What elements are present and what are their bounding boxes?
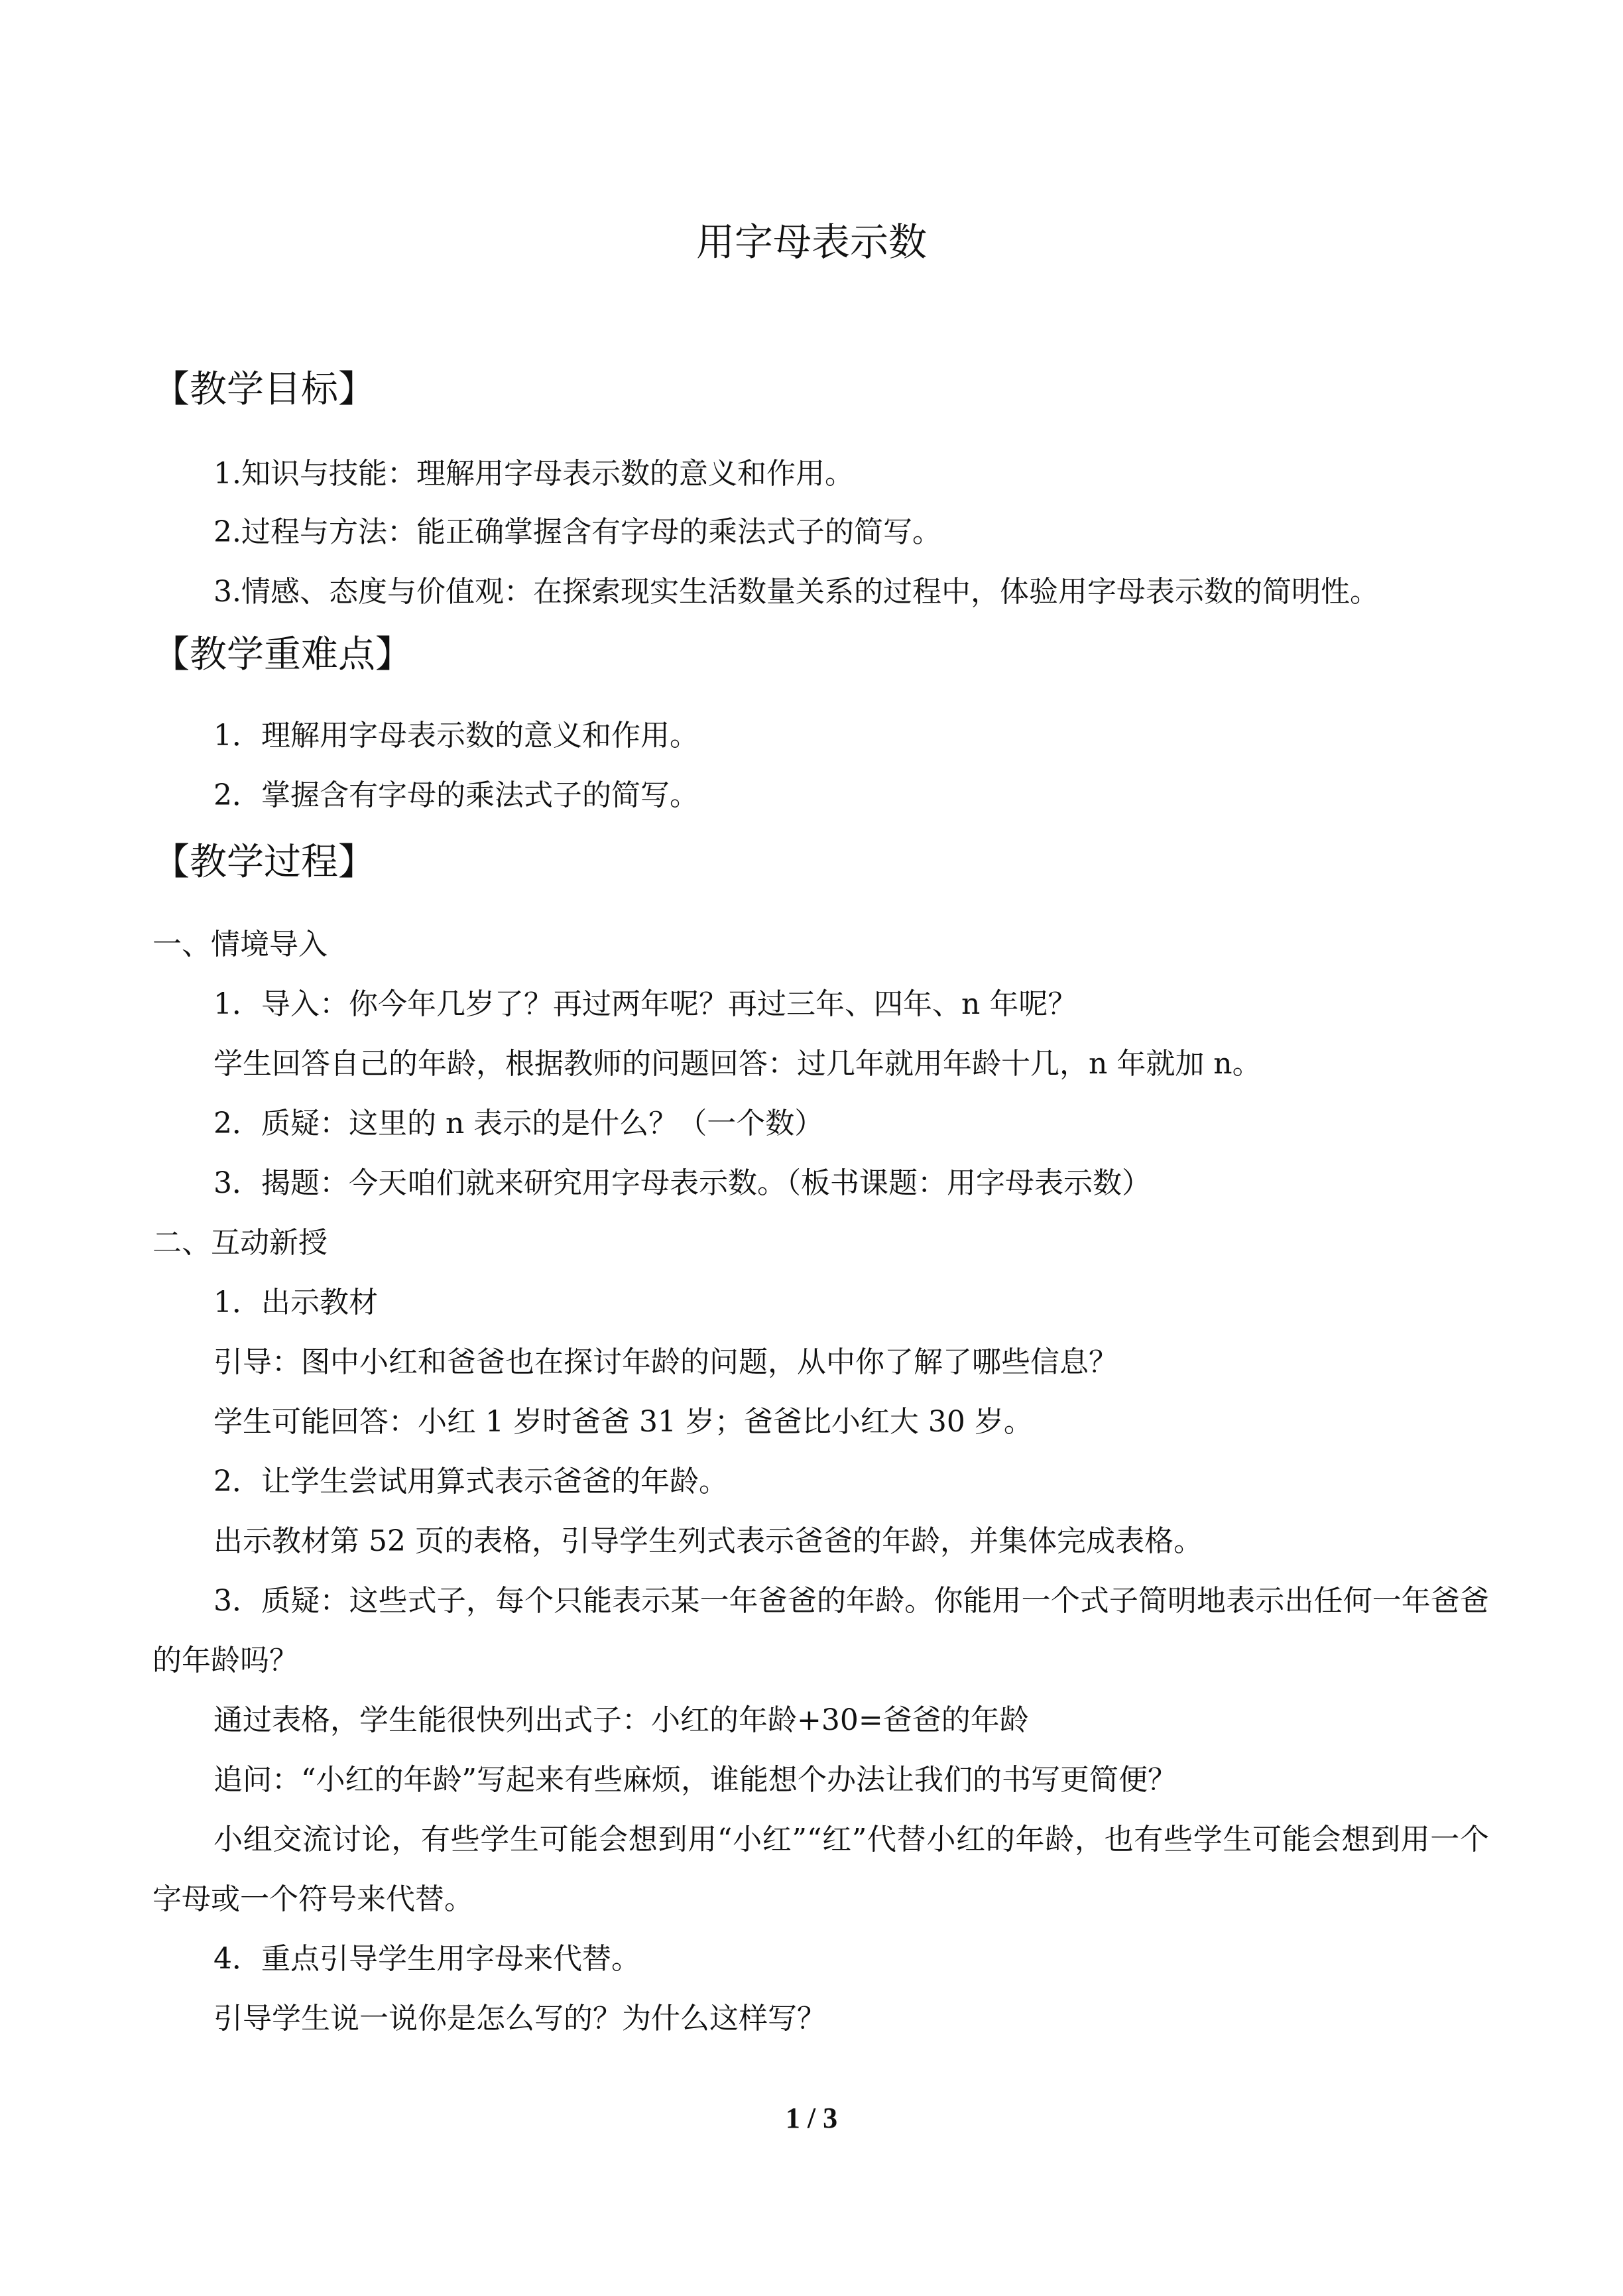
process-heading: 【教学过程】 xyxy=(152,841,375,884)
paragraph: 2．质疑：这里的 n 表示的是什么？（一个数） xyxy=(213,1107,824,1140)
paragraph: 引导：图中小红和爸爸也在探讨年龄的问题，从中你了解了哪些信息？ xyxy=(213,1345,1118,1379)
paragraph: 通过表格，学生能很快列出式子：小红的年龄+30=爸爸的年龄 xyxy=(213,1703,1029,1737)
key-point-item: 1．理解用字母表示数的意义和作用。 xyxy=(213,719,699,753)
paragraph: 学生回答自己的年龄，根据教师的问题回答：过几年就用年龄十几，n 年就加 n。 xyxy=(213,1047,1262,1081)
page-number: 1 / 3 xyxy=(785,2102,838,2134)
paragraph: 2．让学生尝试用算式表示爸爸的年龄。 xyxy=(213,1465,728,1498)
paragraph: 学生可能回答：小红 1 岁时爸爸 31 岁；爸爸比小红大 30 岁。 xyxy=(213,1405,1033,1439)
paragraph: 4．重点引导学生用字母来代替。 xyxy=(213,1942,640,1976)
paragraph-wrapped: 小组交流讨论，有些学生可能会想到用“小红”“红”代替小红的年龄，也有些学生可能会想到用一个字母或一个符号来代替。 xyxy=(152,1823,1489,1916)
paragraph-wrapped: 3．质疑：这些式子，每个只能表示某一年爸爸的年龄。你能用一个式子简明地表示出任何一年爸爸的年龄吗？ xyxy=(152,1584,1489,1677)
objective-item: 2.过程与方法：能正确掌握含有字母的乘法式子的简写。 xyxy=(213,515,941,549)
paragraph: 出示教材第 52 页的表格，引导学生列式表示爸爸的年龄，并集体完成表格。 xyxy=(213,1524,1203,1558)
objectives-heading: 【教学目标】 xyxy=(152,368,375,411)
section-title: 一、情境导入 xyxy=(152,928,328,961)
paragraph: 追问：“小红的年龄”写起来有些麻烦，谁能想个办法让我们的书写更简便？ xyxy=(213,1763,1177,1797)
key-points-heading: 【教学重难点】 xyxy=(152,633,412,676)
objective-item: 1.知识与技能：理解用字母表示数的意义和作用。 xyxy=(213,457,854,491)
paragraph: 3．揭题：今天咱们就来研究用字母表示数。（板书课题：用字母表示数） xyxy=(213,1166,1151,1200)
paragraph: 1．导入：你今年几岁了？再过两年呢？再过三年、四年、n 年呢？ xyxy=(213,987,1077,1021)
page-title: 用字母表示数 xyxy=(695,219,927,265)
paragraph: 引导学生说一说你是怎么写的？为什么这样写？ xyxy=(213,2002,826,2035)
section-title: 二、互动新授 xyxy=(152,1226,328,1260)
paragraph: 1．出示教材 xyxy=(213,1286,378,1319)
key-point-item: 2．掌握含有字母的乘法式子的简写。 xyxy=(213,778,699,812)
objective-item: 3.情感、态度与价值观：在探索现实生活数量关系的过程中，体验用字母表示数的简明性。 xyxy=(213,575,1379,609)
